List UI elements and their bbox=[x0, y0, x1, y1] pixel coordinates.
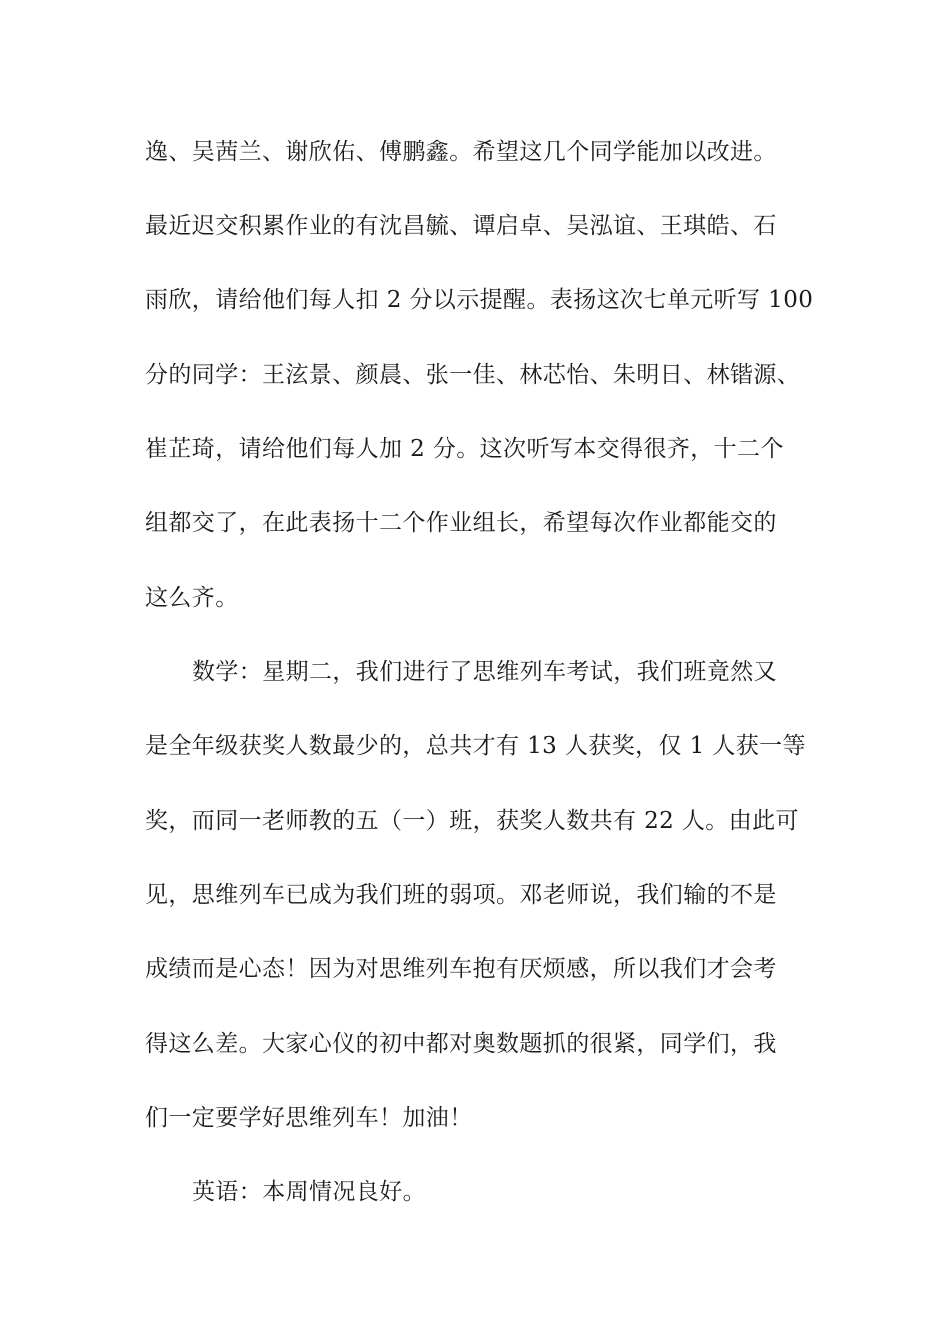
text-line: 见，思维列车已成为我们班的弱项。邓老师说，我们输的不是 bbox=[145, 882, 777, 908]
text-line: 成绩而是心态！因为对思维列车抱有厌烦感，所以我们才会考 bbox=[145, 956, 777, 982]
text-line: 得这么差。大家心仪的初中都对奥数题抓的很紧，同学们，我 bbox=[145, 1031, 777, 1057]
text-line: 雨欣，请给他们每人扣 2 分以示提醒。表扬这次七单元听写 100 bbox=[145, 287, 814, 313]
text-line: 们一定要学好思维列车！加油！ bbox=[145, 1105, 473, 1131]
text-line: 组都交了，在此表扬十二个作业组长，希望每次作业都能交的 bbox=[145, 510, 777, 536]
text-line: 最近迟交积累作业的有沈昌毓、谭启卓、吴泓谊、王琪皓、石 bbox=[145, 213, 777, 239]
text-line: 逸、吴茜兰、谢欣佑、傅鹏鑫。希望这几个同学能加以改进。 bbox=[145, 139, 777, 165]
paragraph-start-english: 英语：本周情况良好。 bbox=[192, 1179, 426, 1205]
text-line: 崔芷琦，请给他们每人加 2 分。这次听写本交得很齐，十二个 bbox=[145, 436, 784, 462]
text-line: 这么齐。 bbox=[145, 585, 239, 611]
text-line: 奖，而同一老师教的五（一）班，获奖人数共有 22 人。由此可 bbox=[145, 808, 799, 834]
text-line: 是全年级获奖人数最少的，总共才有 13 人获奖，仅 1 人获一等 bbox=[145, 733, 806, 759]
paragraph-start-math: 数学：星期二，我们进行了思维列车考试，我们班竟然又 bbox=[192, 659, 777, 685]
text-line: 分的同学：王泫景、颜晨、张一佳、林芯怡、朱明日、林锴源、 bbox=[145, 362, 801, 388]
